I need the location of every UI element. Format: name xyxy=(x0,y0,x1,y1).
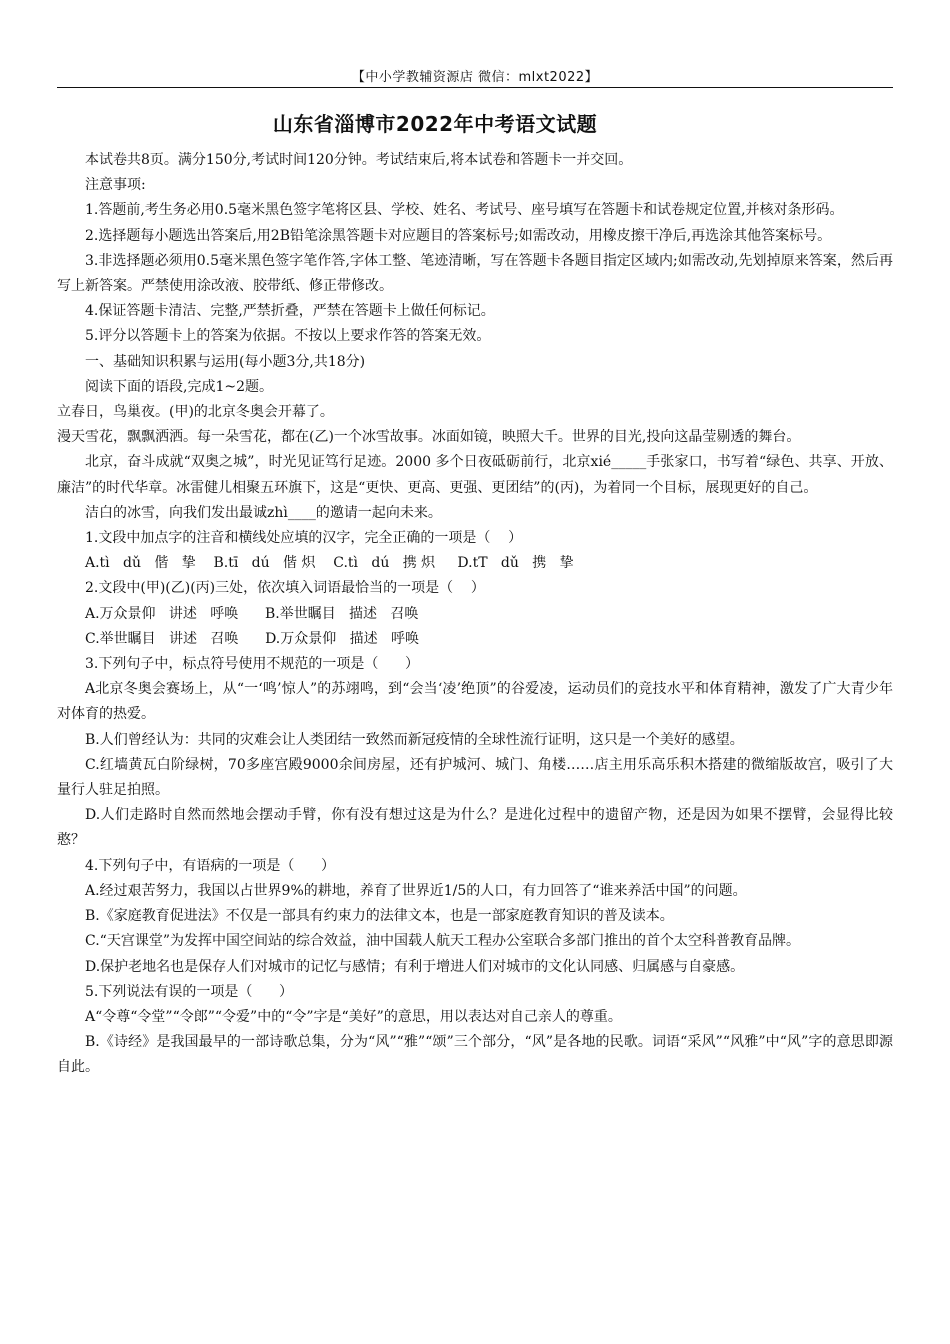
question-5: 5.下列说法有误的一项是（ ） xyxy=(85,983,294,1000)
document-body xyxy=(57,148,893,1081)
question-2: 2.文段中(甲)(乙)(丙)三处，依次填入词语最恰当的一项是（ ） xyxy=(85,580,485,597)
reading-instruction: 阅读下面的语段,完成1~2题。 xyxy=(85,378,273,395)
passage-paragraph: 洁白的冰雪，向我们发出最诚zhì____的邀请一起向未来。 xyxy=(85,504,442,521)
notice-item-2: 2.选择题每小题选出答案后,用2B铅笔涂黑答题卡对应题目的答案标号;如需改动，用橡皮擦干净后,再选涂其他答案标号。 xyxy=(85,227,832,244)
question-1-options: A.tì dǔ 偕 挚 B.tī dú 偕 炽 C.tì dú 携 炽 D.tT dǔ 携 挚 xyxy=(85,555,574,572)
question-1: 1.文段中加点字的注音和横线处应填的汉字，完全正确的一项是（ ） xyxy=(85,530,523,547)
question-2-options-ab: A.万众景仰 讲述 呼唤 B.举世瞩目 描述 召唤 xyxy=(85,605,419,622)
notice-item-3: 3.非选择题必须用0.5毫米黑色签字笔作答,字体工整、笔迹清晰，写在答题卡各题目指定区域内;如需改动,先划掉原来答案，然后再写上新答案。严禁使用涂改液、胶带纸、修正带修改。 xyxy=(57,252,893,295)
question-5-option-a: A“令尊“令堂”“令郎”“令爱”中的“令”字是“美好”的意思，用以表达对自己亲人的尊重。 xyxy=(85,1008,622,1025)
question-4-option-b: B.《家庭教育促进法》不仅是一部具有约束力的法律文本，也是一部家庭教育知识的普及读本。 xyxy=(85,908,674,925)
section-heading: 一、基础知识积累与运用(每小题3分,共18分) xyxy=(85,353,366,370)
question-4-option-d: D.保护老地名也是保存人们对城市的记忆与感情；有利于增进人们对城市的文化认同感、归属感与自豪感。 xyxy=(85,958,745,975)
question-4-option-a: A.经过艰苦努力，我国以占世界9%的耕地，养育了世界近1/5的人口，有力回答了“谁来养活中国”的问题。 xyxy=(85,882,747,899)
question-2-options-cd: C.举世瞩目 讲述 召唤 D.万众景仰 描述 呼唤 xyxy=(85,630,419,647)
passage-paragraph: 北京，奋斗成就“双奥之城”，时光见证笃行足迹。2000 多个日夜砥砺前行，北京xié_____手张家口，书写着“绿色、共享、开放、廉洁”的时代华章。冰雷健儿相聚五环旗下，这是“更快、更高、更强、更团结”的(丙)，为着同一个目标，展现更好的自己。 xyxy=(57,454,893,496)
question-3: 3.下列句子中，标点符号使用不规范的一项是（ ） xyxy=(85,656,420,673)
header-note: 【中小学教辅资源店 微信：mlxt2022】 xyxy=(351,70,599,85)
question-5-option-b: B.《诗经》是我国最早的一部诗歌总集，分为“风”“雅”“颂”三个部分，“风”是各地的民歌。词语“采风”“风雅”中“风”字的意思即源自此。 xyxy=(57,1034,893,1076)
notice-item-1: 1.答题前,考生务必用0.5毫米黑色签字笔将区县、学校、姓名、考试号、座号填写在答题卡和试卷规定位置,并核对条形码。 xyxy=(85,202,844,219)
question-4: 4.下列句子中，有语病的一项是（ ） xyxy=(85,857,336,874)
question-3-option-d: D.人们走路时自然而然地会摆动手臂，你有没有想过这是为什么？是进化过程中的遗留产物，还是因为如果不摆臂，会显得比较憨？ xyxy=(57,807,893,849)
question-4-option-c: C.“天宫课堂”为发挥中国空间站的综合效益，油中国载人航天工程办公室联合多部门推出的首个太空科普教育品牌。 xyxy=(85,933,800,950)
notice-item-5: 5.评分以答题卡上的答案为依据。不按以上要求作答的答案无效。 xyxy=(85,328,491,345)
intro-paragraph: 本试卷共8页。满分150分,考试时间120分钟。考试结束后,将本试卷和答题卡一并交回。 xyxy=(85,152,633,168)
question-3-option-c: C.红墙黄瓦白阶绿树，70多座宫殿9000余间房屋，还有护城河、城门、角楼……店主用乐高乐积木搭建的微缩版故宫，吸引了大量行人驻足拍照。 xyxy=(57,756,893,799)
passage-paragraph: 漫天雪花，飘飘洒洒。每一朵雪花，都在(乙)一个冰雪故事。冰面如镜，映照大千。世界的目光,投向这晶莹剔透的舞台。 xyxy=(57,429,801,446)
question-3-option-b: B.人们曾经认为：共同的灾难会让人类团结一致然而新冠疫情的全球性流行证明，这只是一个美好的感望。 xyxy=(85,731,744,748)
question-3-option-a: A北京冬奥会赛场上，从“一‘鸣’惊人”的苏翊鸣，到“会当‘凌’绝顶”的谷爱凌，运动员们的竞技水平和体育精神，激发了广大青少年对体育的热爱。 xyxy=(57,681,893,723)
notice-item-4: 4.保证答题卡清洁、完整,严禁折叠，严禁在答题卡上做任何标记。 xyxy=(85,303,495,320)
passage-paragraph: 立春日，鸟巢夜。(甲)的北京冬奥会开幕了。 xyxy=(57,404,334,421)
page-title: 山东省淄博市2022年中考语文试题 xyxy=(272,112,598,136)
header-divider xyxy=(57,87,893,88)
notice-heading: 注意事项: xyxy=(85,177,146,194)
